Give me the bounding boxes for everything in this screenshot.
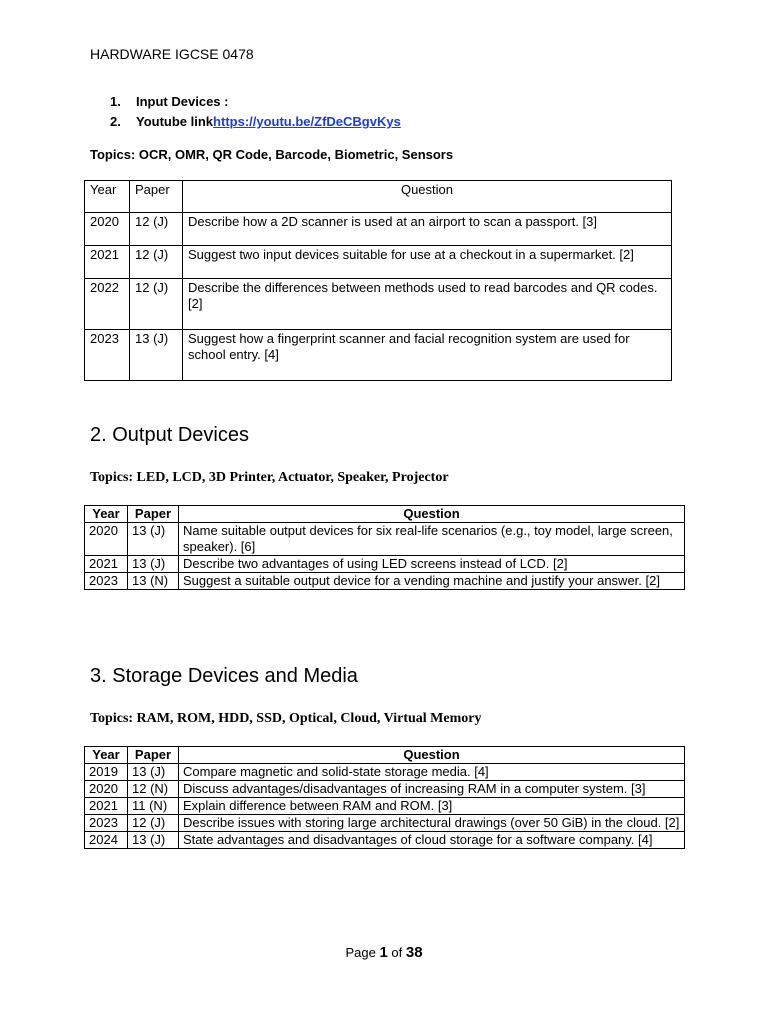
cell-question: Discuss advantages/disadvantages of increasing RAM in a computer system. [3] (179, 781, 685, 798)
list-item (110, 112, 401, 132)
cell-year: 2019 (85, 764, 128, 781)
cell-question: Describe issues with storing large architectural drawings (over 50 GiB) in the cloud. [2] (179, 815, 685, 832)
table-row (85, 832, 685, 849)
document-header: HARDWARE IGCSE 0478 (90, 46, 254, 62)
table-header-row (85, 747, 685, 764)
cell-year: 2022 (85, 279, 130, 330)
cell-year: 2020 (85, 213, 130, 246)
column-header-paper: Paper (128, 506, 179, 523)
section2-topics: Topics: LED, LCD, 3D Printer, Actuator, Speaker, Projector (90, 470, 449, 485)
cell-year: 2021 (85, 798, 128, 815)
cell-paper: 13 (J) (128, 523, 179, 556)
cell-question: Suggest two input devices suitable for use at a checkout in a supermarket. [2] (183, 246, 672, 279)
cell-paper: 13 (J) (128, 764, 179, 781)
column-header-question: Question (179, 747, 685, 764)
page-word: Page (345, 945, 376, 960)
cell-year: 2023 (85, 330, 130, 381)
cell-year: 2023 (85, 815, 128, 832)
cell-paper: 11 (N) (128, 798, 179, 815)
cell-paper: 13 (J) (130, 330, 183, 381)
cell-question: Describe how a 2D scanner is used at an airport to scan a passport. [3] (183, 213, 672, 246)
cell-question: Suggest how a fingerprint scanner and facial recognition system are used for school entry. [4] (183, 330, 672, 381)
cell-paper: 13 (J) (128, 832, 179, 849)
section2-title: 2. Output Devices (90, 424, 249, 446)
list-number: 1. (110, 94, 121, 109)
section1-table (84, 180, 672, 381)
table-row (85, 781, 685, 798)
cell-question: Describe the differences between methods used to read barcodes and QR codes. [2] (183, 279, 672, 330)
list-item-label: Input Devices : (136, 94, 229, 109)
youtube-link[interactable]: https://youtu.be/ZfDeCBgvKys (213, 114, 401, 129)
cell-paper: 13 (J) (128, 556, 179, 573)
list-item (110, 92, 401, 112)
cell-year: 2024 (85, 832, 128, 849)
cell-question: Explain difference between RAM and ROM. [3] (179, 798, 685, 815)
page-total: 38 (405, 944, 423, 961)
cell-paper: 12 (J) (130, 246, 183, 279)
numbered-list (110, 92, 401, 132)
cell-year: 2023 (85, 573, 128, 590)
table-row (85, 213, 672, 246)
column-header-question: Question (179, 506, 685, 523)
column-header-year: Year (85, 747, 128, 764)
table-row (85, 573, 685, 590)
table-row (85, 815, 685, 832)
column-header-year: Year (85, 506, 128, 523)
section1-topics: Topics: OCR, OMR, QR Code, Barcode, Biometric, Sensors (90, 147, 454, 162)
cell-question: State advantages and disadvantages of cloud storage for a software company. [4] (179, 832, 685, 849)
section3-title: 3. Storage Devices and Media (90, 665, 358, 687)
table-row (85, 764, 685, 781)
section3-topics: Topics: RAM, ROM, HDD, SSD, Optical, Cloud, Virtual Memory (90, 711, 482, 726)
table-row (85, 556, 685, 573)
cell-paper: 12 (J) (130, 213, 183, 246)
page-footer (0, 944, 768, 961)
column-header-question: Question (183, 181, 672, 213)
table-row (85, 246, 672, 279)
cell-year: 2021 (85, 246, 130, 279)
page-number: 1 (379, 944, 388, 961)
cell-paper: 12 (N) (128, 781, 179, 798)
cell-question: Name suitable output devices for six real-life scenarios (e.g., toy model, large screen, speaker). [6] (179, 523, 685, 556)
section3-table (84, 746, 685, 849)
section2-table (84, 505, 685, 590)
column-header-paper: Paper (130, 181, 183, 213)
list-number: 2. (110, 114, 121, 129)
table-header-row (85, 181, 672, 213)
cell-question: Suggest a suitable output device for a vending machine and justify your answer. [2] (179, 573, 685, 590)
cell-paper: 13 (N) (128, 573, 179, 590)
table-row (85, 798, 685, 815)
cell-paper: 12 (J) (128, 815, 179, 832)
table-header-row (85, 506, 685, 523)
cell-paper: 12 (J) (130, 279, 183, 330)
column-header-paper: Paper (128, 747, 179, 764)
cell-question: Describe two advantages of using LED screens instead of LCD. [2] (179, 556, 685, 573)
column-header-year: Year (85, 181, 130, 213)
cell-year: 2021 (85, 556, 128, 573)
of-word: of (391, 945, 403, 960)
cell-year: 2020 (85, 781, 128, 798)
cell-year: 2020 (85, 523, 128, 556)
table-row (85, 330, 672, 381)
table-row (85, 523, 685, 556)
list-item-label: Youtube link (136, 114, 214, 129)
table-row (85, 279, 672, 330)
cell-question: Compare magnetic and solid-state storage media. [4] (179, 764, 685, 781)
